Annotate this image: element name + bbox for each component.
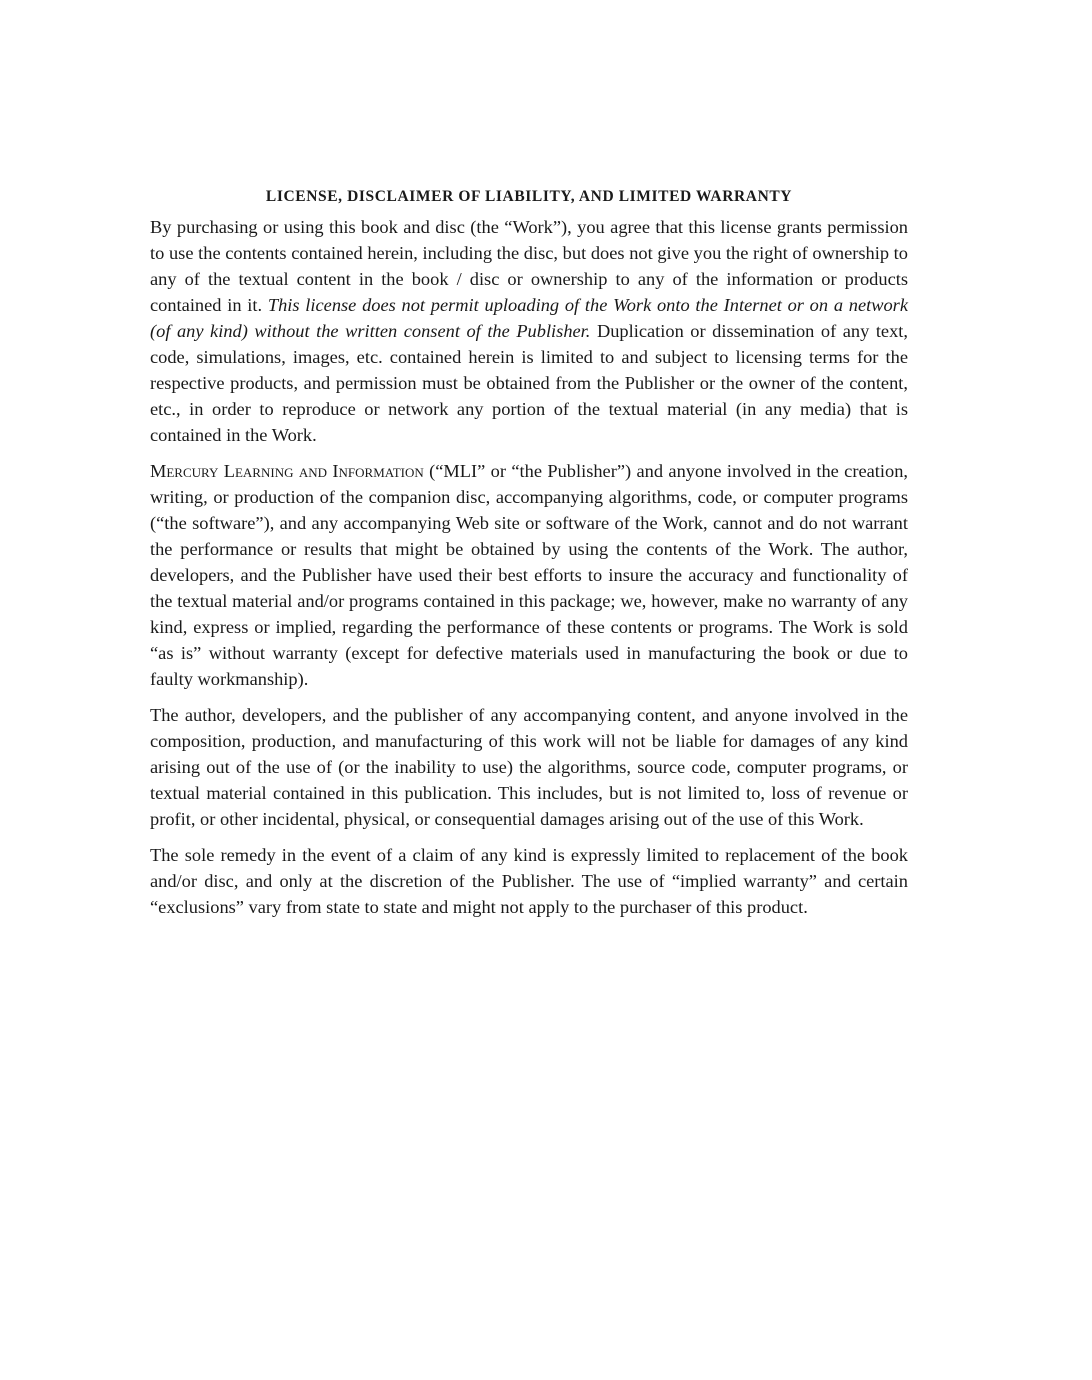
paragraph-liability: The author, developers, and the publisher of any accompanying content, and anyone involved in the composition, production, and manufacturing of this work will not be liable for damages of any kind arising out of the use of (or the inability to use) the algorithms, source code, computer programs, or textual material contained in this publication. This includes, but is not limited to, loss of revenue or profit, or other incidental, physical, or consequential damages arising out of the use of this Work.: [150, 705, 908, 829]
paragraph-text: Duplication or dissemination of any text, code, simulations, images, etc. contained herein is limited to and subject to licensing terms for the respective products, and permission must be obtained from the Publisher or the owner of the content, etc., in order to reproduce or network any portion of the textual material (in any media) that is contained in the Work.: [150, 321, 908, 445]
paragraph-disclaimer: [150, 458, 908, 692]
license-page: [150, 186, 908, 930]
page-heading: LICENSE, DISCLAIMER OF LIABILITY, AND LIMITED WARRANTY: [265, 188, 793, 205]
paragraph-remedy: The sole remedy in the event of a claim of any kind is expressly limited to replacement of the book and/or disc, and only at the discretion of the Publisher. The use of “implied warranty” and certain “exclusions” vary from state to state and might not apply to the purchaser of this product.: [150, 845, 908, 917]
paragraph-license-terms: [150, 214, 908, 448]
paragraph-text: By purchasing or using this book and disc (the “Work”), you agree that this license grants permission to use the contents contained herein, including the disc, but does not give you the right of ownership to any of the textual content in the book / disc or ownership to any of the information or products contained in it.: [150, 217, 908, 315]
italic-notice: This license does not permit uploading of the Work onto the Internet or on a network (of any kind) without the written consent of the Publisher.: [150, 295, 909, 341]
paragraph-text: (“MLI” or “the Publisher”) and anyone involved in the creation, writing, or production of the companion disc, accompanying algorithms, code, or computer programs (“the software”), and any accompanying Web site or software of the Work, cannot and do not warrant the performance or results that might be obtained by using the contents of the Work. The author, developers, and the Publisher have used their best efforts to insure the accuracy and functionality of the textual material and/or programs contained in this package; we, however, make no warranty of any kind, express or implied, regarding the performance of these contents or programs. The Work is sold “as is” without warranty (except for defective materials used in manufacturing the book or due to faulty workmanship).: [150, 461, 908, 689]
publisher-name: Mercury Learning and Information: [150, 461, 424, 481]
